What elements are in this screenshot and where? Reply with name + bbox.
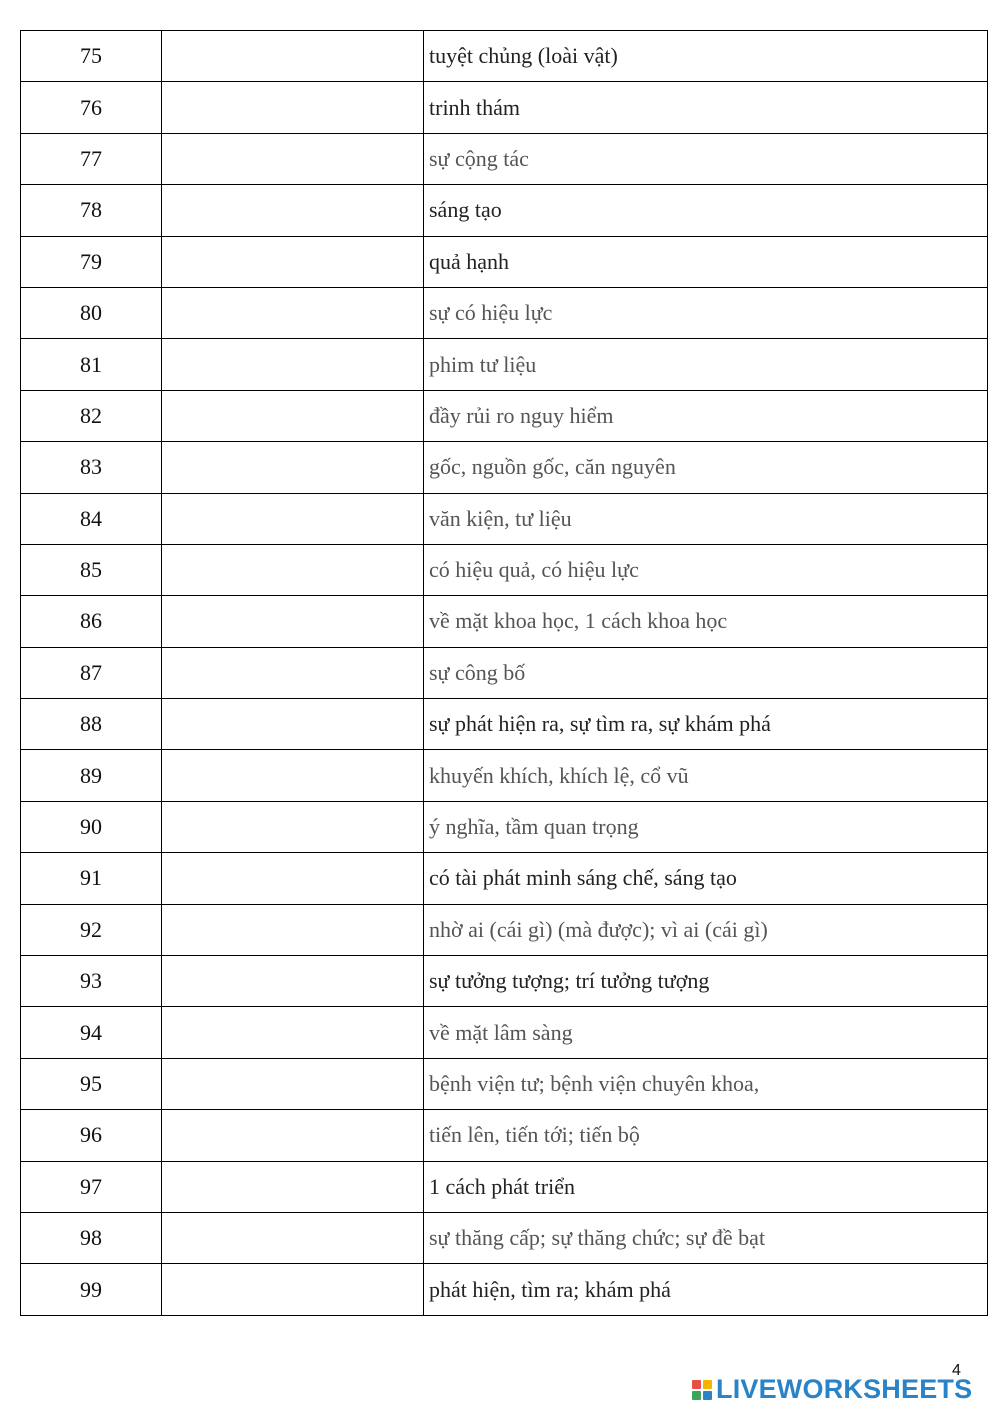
table-row: [21, 1058, 988, 1109]
answer-cell[interactable]: [162, 956, 424, 1007]
table-row: [21, 236, 988, 287]
answer-cell[interactable]: [162, 853, 424, 904]
logo-square-green: [692, 1391, 701, 1400]
answer-input[interactable]: [162, 339, 423, 389]
table-row: [21, 31, 988, 82]
definition-text: nhờ ai (cái gì) (mà được); vì ai (cái gì): [424, 904, 988, 955]
table-row: [21, 133, 988, 184]
table-row: [21, 544, 988, 595]
answer-cell[interactable]: [162, 31, 424, 82]
table-row: [21, 853, 988, 904]
row-number: 78: [21, 185, 162, 236]
vocabulary-table: [20, 30, 988, 1316]
answer-cell[interactable]: [162, 699, 424, 750]
answer-input[interactable]: [162, 1007, 423, 1057]
answer-input[interactable]: [162, 442, 423, 492]
row-number: 86: [21, 596, 162, 647]
definition-text: ý nghĩa, tầm quan trọng: [424, 801, 988, 852]
answer-cell[interactable]: [162, 801, 424, 852]
row-number: 76: [21, 82, 162, 133]
row-number: 79: [21, 236, 162, 287]
answer-cell[interactable]: [162, 1161, 424, 1212]
answer-input[interactable]: [162, 905, 423, 955]
answer-cell[interactable]: [162, 750, 424, 801]
vocabulary-table-body: [21, 31, 988, 1316]
row-number: 82: [21, 390, 162, 441]
table-row: [21, 185, 988, 236]
logo-square-blue: [703, 1391, 712, 1400]
definition-text: tuyệt chủng (loài vật): [424, 31, 988, 82]
answer-input[interactable]: [162, 1162, 423, 1212]
answer-input[interactable]: [162, 494, 423, 544]
answer-input[interactable]: [162, 237, 423, 287]
row-number: 91: [21, 853, 162, 904]
row-number: 80: [21, 287, 162, 338]
answer-input[interactable]: [162, 648, 423, 698]
row-number: 98: [21, 1212, 162, 1263]
answer-cell[interactable]: [162, 236, 424, 287]
table-row: [21, 647, 988, 698]
row-number: 85: [21, 544, 162, 595]
definition-text: quả hạnh: [424, 236, 988, 287]
row-number: 96: [21, 1110, 162, 1161]
row-number: 77: [21, 133, 162, 184]
table-row: [21, 750, 988, 801]
answer-cell[interactable]: [162, 390, 424, 441]
answer-input[interactable]: [162, 1110, 423, 1160]
answer-cell[interactable]: [162, 133, 424, 184]
table-row: [21, 1110, 988, 1161]
answer-cell[interactable]: [162, 544, 424, 595]
table-row: [21, 801, 988, 852]
answer-cell[interactable]: [162, 904, 424, 955]
definition-text: đầy rủi ro nguy hiểm: [424, 390, 988, 441]
definition-text: 1 cách phát triển: [424, 1161, 988, 1212]
liveworksheets-logo-icon: [692, 1380, 712, 1400]
answer-cell[interactable]: [162, 1007, 424, 1058]
answer-input[interactable]: [162, 31, 423, 81]
answer-cell[interactable]: [162, 442, 424, 493]
row-number: 94: [21, 1007, 162, 1058]
logo-square-red: [692, 1380, 701, 1389]
answer-cell[interactable]: [162, 1110, 424, 1161]
definition-text: sự phát hiện ra, sự tìm ra, sự khám phá: [424, 699, 988, 750]
row-number: 99: [21, 1264, 162, 1315]
definition-text: bệnh viện tư; bệnh viện chuyên khoa,: [424, 1058, 988, 1109]
row-number: 83: [21, 442, 162, 493]
row-number: 88: [21, 699, 162, 750]
definition-text: khuyến khích, khích lệ, cổ vũ: [424, 750, 988, 801]
table-row: [21, 390, 988, 441]
table-row: [21, 493, 988, 544]
definition-text: trinh thám: [424, 82, 988, 133]
row-number: 95: [21, 1058, 162, 1109]
table-row: [21, 1264, 988, 1315]
definition-text: văn kiện, tư liệu: [424, 493, 988, 544]
definition-text: sự cộng tác: [424, 133, 988, 184]
answer-cell[interactable]: [162, 82, 424, 133]
answer-cell[interactable]: [162, 1058, 424, 1109]
definition-text: tiến lên, tiến tới; tiến bộ: [424, 1110, 988, 1161]
answer-cell[interactable]: [162, 493, 424, 544]
definition-text: về mặt lâm sàng: [424, 1007, 988, 1058]
row-number: 93: [21, 956, 162, 1007]
answer-cell[interactable]: [162, 1212, 424, 1263]
answer-input[interactable]: [162, 750, 423, 800]
answer-input[interactable]: [162, 545, 423, 595]
table-row: [21, 339, 988, 390]
answer-cell[interactable]: [162, 596, 424, 647]
table-row: [21, 904, 988, 955]
answer-cell[interactable]: [162, 287, 424, 338]
definition-text: sự có hiệu lực: [424, 287, 988, 338]
answer-input[interactable]: [162, 596, 423, 646]
page-number: 4: [952, 1362, 961, 1379]
definition-text: sáng tạo: [424, 185, 988, 236]
answer-input[interactable]: [162, 853, 423, 903]
answer-cell[interactable]: [162, 647, 424, 698]
row-number: 92: [21, 904, 162, 955]
definition-text: sự công bố: [424, 647, 988, 698]
answer-input[interactable]: [162, 699, 423, 749]
answer-input[interactable]: [162, 802, 423, 852]
logo-square-yellow: [703, 1380, 712, 1389]
table-row: [21, 596, 988, 647]
definition-text: phim tư liệu: [424, 339, 988, 390]
answer-input[interactable]: [162, 134, 423, 184]
answer-cell[interactable]: [162, 339, 424, 390]
row-number: 87: [21, 647, 162, 698]
row-number: 75: [21, 31, 162, 82]
brand-name: LIVEWORKSHEETS: [716, 1374, 973, 1404]
answer-input[interactable]: [162, 956, 423, 1006]
liveworksheets-brand: [692, 1374, 972, 1405]
table-row: [21, 956, 988, 1007]
answer-input[interactable]: [162, 1213, 423, 1263]
row-number: 84: [21, 493, 162, 544]
definition-text: gốc, nguồn gốc, căn nguyên: [424, 442, 988, 493]
definition-text: sự tưởng tượng; trí tưởng tượng: [424, 956, 988, 1007]
answer-cell[interactable]: [162, 185, 424, 236]
answer-input[interactable]: [162, 391, 423, 441]
answer-cell[interactable]: [162, 1264, 424, 1315]
table-row: [21, 442, 988, 493]
table-row: [21, 287, 988, 338]
answer-input[interactable]: [162, 82, 423, 132]
answer-input[interactable]: [162, 1059, 423, 1109]
definition-text: phát hiện, tìm ra; khám phá: [424, 1264, 988, 1315]
row-number: 81: [21, 339, 162, 390]
row-number: 89: [21, 750, 162, 801]
table-row: [21, 82, 988, 133]
answer-input[interactable]: [162, 288, 423, 338]
definition-text: về mặt khoa học, 1 cách khoa học: [424, 596, 988, 647]
answer-input[interactable]: [162, 1264, 423, 1314]
answer-input[interactable]: [162, 185, 423, 235]
table-row: [21, 1161, 988, 1212]
definition-text: có hiệu quả, có hiệu lực: [424, 544, 988, 595]
row-number: 90: [21, 801, 162, 852]
table-row: [21, 1007, 988, 1058]
definition-text: có tài phát minh sáng chế, sáng tạo: [424, 853, 988, 904]
definition-text: sự thăng cấp; sự thăng chức; sự đề bạt: [424, 1212, 988, 1263]
table-row: [21, 1212, 988, 1263]
table-row: [21, 699, 988, 750]
row-number: 97: [21, 1161, 162, 1212]
